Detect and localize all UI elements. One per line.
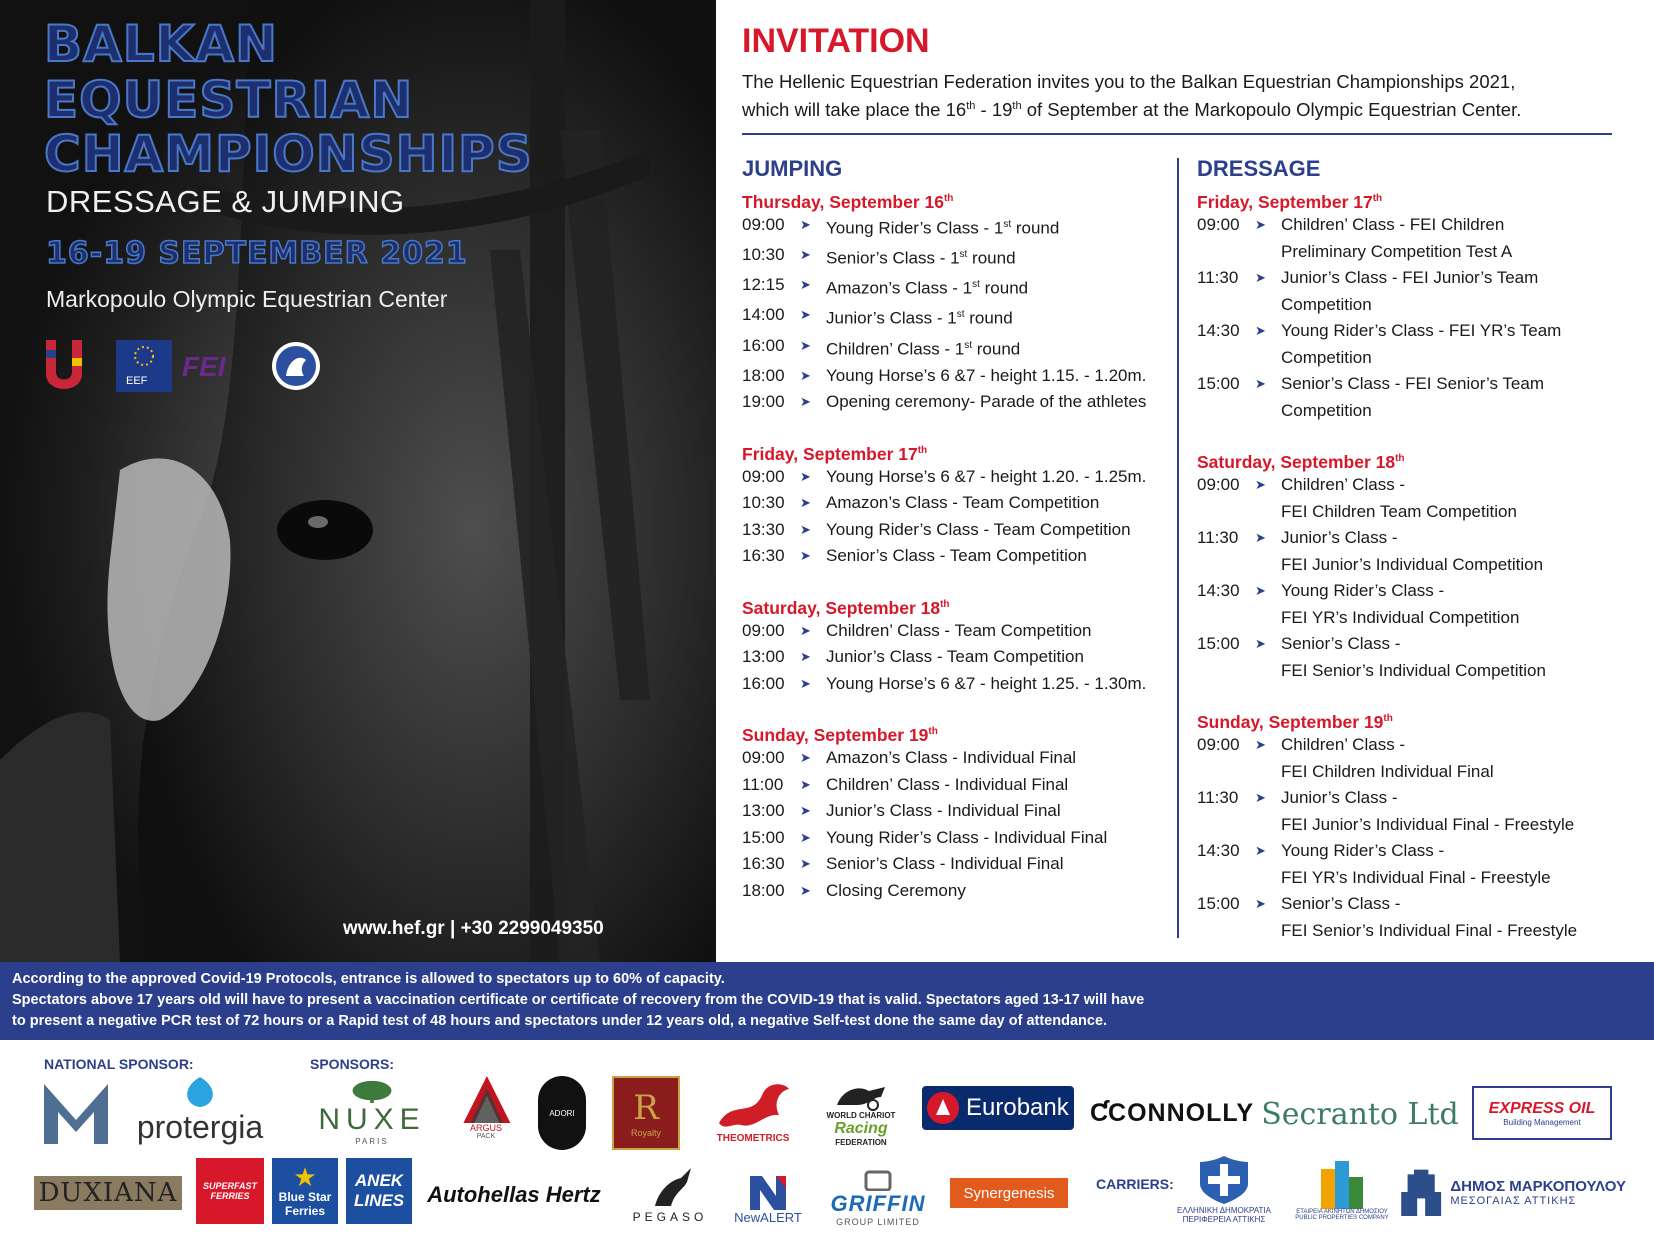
event-title [1281, 525, 1637, 578]
event-line: Senior’s Class - [1281, 634, 1401, 653]
schedule-row [742, 464, 1182, 491]
chevron-right-icon: ➤ [1255, 270, 1266, 285]
event-title [1281, 318, 1637, 371]
chariot-icon [833, 1081, 889, 1111]
hero-venue: Markopoulo Olympic Equestrian Center [46, 286, 448, 312]
event-title [1281, 371, 1637, 424]
event-line: Competition [1281, 400, 1372, 420]
schedule-row [742, 302, 1182, 332]
organizer-logos [42, 336, 342, 396]
event-time: 09:00 [742, 215, 785, 234]
schedule-row [742, 333, 1182, 363]
event-text-after: round [967, 248, 1016, 268]
notice-line: According to the approved Covid-19 Protocols, entrance is allowed to spectators up to 60% of capacity. [12, 971, 725, 987]
event-text-after: round [972, 339, 1021, 359]
schedule-row [1197, 838, 1637, 891]
hero-photo-panel [0, 0, 716, 962]
schedule-row [1197, 212, 1637, 265]
day-heading [742, 719, 1182, 745]
event-title [1281, 265, 1637, 318]
chevron-right-icon: ➤ [800, 649, 811, 665]
day-ordinal: th [1383, 713, 1393, 724]
blue-star-ferries-logo: ★ Blue Star Ferries [272, 1158, 338, 1224]
event-time: 11:30 [1197, 268, 1239, 287]
event-time: 09:00 [742, 620, 785, 640]
event-line: FEI Children Team Competition [1281, 501, 1517, 521]
day-label: Friday, September 17 [1197, 191, 1373, 212]
schedule-row [1197, 525, 1637, 578]
event-title [1281, 732, 1637, 785]
hero-title-line: CHAMPIONSHIPS [44, 125, 533, 183]
event-time: 14:00 [742, 305, 785, 325]
event-time: 09:00 [742, 466, 785, 486]
event-text-after: round [979, 278, 1029, 298]
event-time: 11:30 [1197, 528, 1239, 547]
event-text: Young Horse’s 6 &7 - height 1.20. - 1.25m. [826, 466, 1147, 486]
day-heading [1197, 446, 1637, 472]
schedule-row [1197, 265, 1637, 318]
event-title [826, 745, 1182, 772]
hero-dates: 16-19 SEPTEMBER 2021 [46, 236, 468, 271]
event-line: Competition [1281, 347, 1372, 367]
event-ordinal: st [956, 309, 965, 321]
event-line: Children’ Class - [1281, 475, 1406, 494]
day-label: Sunday, September 19 [1197, 711, 1384, 732]
day-label: Sunday, September 19 [742, 725, 929, 746]
schedule-row [742, 490, 1182, 517]
covid-notice [0, 962, 1654, 1040]
protergia-shell-icon [180, 1075, 220, 1109]
dressage-schedule [1197, 186, 1637, 944]
event-title [826, 464, 1182, 491]
event-title [826, 618, 1182, 645]
event-time: 18:00 [742, 365, 785, 385]
schedule-row [742, 798, 1182, 825]
svg-text:EEF: EEF [126, 375, 148, 387]
schedule-row [742, 212, 1182, 242]
event-title [1281, 212, 1637, 265]
day-ordinal: th [1395, 453, 1405, 464]
event-line: Senior’s Class - FEI Senior’s Team [1281, 374, 1544, 393]
day-ordinal: th [928, 726, 938, 738]
event-title [826, 798, 1182, 825]
invitation-text [742, 70, 1602, 122]
chevron-right-icon: ➤ [800, 394, 811, 410]
chevron-right-icon: ➤ [1255, 376, 1266, 391]
schedule-row [742, 363, 1182, 390]
superfast-ferries-logo: SUPERFAST FERRIES [196, 1158, 264, 1224]
event-line: FEI Senior’s Individual Final - Freestyle [1281, 920, 1578, 940]
schedule-row [742, 878, 1182, 905]
invitation-title: INVITATION [742, 22, 930, 60]
invitation-line: The Hellenic Equestrian Federation invites you to the Balkan Equestrian Championships 2021, [742, 71, 1516, 92]
event-line: Young Rider’s Class - [1281, 841, 1445, 860]
chevron-right-icon: ➤ [800, 277, 811, 293]
event-time: 15:00 [742, 827, 785, 847]
event-line: FEI Senior’s Individual Competition [1281, 660, 1546, 680]
event-text: Junior’s Class - Individual Final [826, 801, 1061, 821]
event-title [826, 490, 1182, 517]
event-text: Young Rider’s Class - 1 [826, 218, 1004, 238]
spacer [742, 416, 1182, 438]
chevron-right-icon: ➤ [800, 622, 811, 638]
event-time: 15:00 [1197, 374, 1240, 393]
chevron-right-icon: ➤ [800, 468, 811, 484]
schedule-row [742, 644, 1182, 671]
event-time: 11:00 [742, 774, 784, 794]
event-text: Young Rider’s Class - Team Competition [826, 519, 1131, 539]
event-line: Children’ Class - [1281, 735, 1406, 754]
event-time: 13:30 [742, 519, 785, 539]
event-line: Junior’s Class - [1281, 788, 1398, 807]
pegaso-logo: PEGASO [628, 1160, 712, 1230]
spacer [742, 570, 1182, 592]
schedule-row [742, 517, 1182, 544]
jumping-heading: JUMPING [742, 156, 843, 181]
chevron-right-icon: ➤ [800, 548, 811, 564]
argus-pack-logo: ARGUS PACK [452, 1076, 520, 1140]
schedule-row [1197, 785, 1637, 838]
chevron-right-icon: ➤ [1255, 790, 1266, 805]
event-line: Competition [1281, 294, 1372, 314]
event-text: Amazon’s Class - Individual Final [826, 748, 1077, 768]
schedule-row [1197, 732, 1637, 785]
etad-buildings-icon [1319, 1159, 1365, 1209]
event-title [1281, 631, 1637, 684]
griffin-logo: GRIFFIN GROUP LIMITED [822, 1168, 934, 1228]
royalty-logo: R Royalty [612, 1076, 680, 1150]
event-line: FEI Children Individual Final [1281, 761, 1494, 781]
hero-contact: www.hef.gr | +30 2299049350 [343, 918, 604, 939]
event-title [826, 543, 1182, 570]
anek-lines-logo: ANEK LINES [346, 1158, 412, 1224]
schedule-row [742, 745, 1182, 772]
chevron-right-icon: ➤ [1255, 737, 1266, 752]
schedule-row [742, 272, 1182, 302]
event-line: Preliminary Competition Test A [1281, 241, 1513, 261]
hero-subtitle: DRESSAGE & JUMPING [46, 184, 405, 219]
chevron-right-icon: ➤ [800, 829, 811, 845]
notice-line: to present a negative PCR test of 72 hours or a Rapid test of 48 hours and spectators under 12 years old, a negative Self-test done the same day of attendance. [12, 1013, 1108, 1029]
schedule-row [1197, 891, 1637, 944]
event-title [826, 671, 1182, 698]
event-time: 16:00 [742, 335, 785, 355]
event-text: Young Horse’s 6 &7 - height 1.25. - 1.30m. [826, 673, 1147, 693]
event-time: 16:30 [742, 854, 785, 874]
protergia-logo: protergia [126, 1074, 274, 1146]
event-time: 13:00 [742, 647, 785, 667]
event-title [826, 772, 1182, 799]
event-line: FEI YR’s Individual Final - Freestyle [1281, 867, 1551, 887]
event-line: Young Rider’s Class - FEI YR’s Team [1281, 321, 1562, 340]
chevron-right-icon: ➤ [800, 337, 811, 353]
spacer [1197, 424, 1637, 446]
day-ordinal: th [917, 444, 928, 456]
day-heading [742, 592, 1182, 618]
hero-title-line: BALKAN [44, 15, 278, 73]
chevron-right-icon: ➤ [800, 367, 811, 383]
event-title [1281, 891, 1637, 944]
eef-logo [116, 340, 172, 392]
day-label: Friday, September 17 [742, 443, 918, 464]
event-text: Junior’s Class - 1 [826, 309, 957, 329]
event-time: 18:00 [742, 880, 785, 900]
event-ordinal: st [959, 249, 968, 261]
event-title [826, 517, 1182, 544]
event-text: Young Rider’s Class - Individual Final [826, 827, 1108, 847]
star-icon: ★ [293, 1162, 317, 1192]
eurobank-logo: Eurobank [922, 1086, 1074, 1130]
event-title [826, 389, 1182, 416]
chevron-right-icon: ➤ [800, 217, 811, 232]
fei-logo [182, 351, 227, 382]
event-text-after: round [1011, 218, 1060, 238]
event-time: 15:00 [1197, 634, 1240, 653]
event-time: 09:00 [1197, 475, 1240, 494]
schedule-row [1197, 578, 1637, 631]
event-title [1281, 472, 1637, 525]
dressage-heading: DRESSAGE [1197, 156, 1321, 181]
event-time: 09:00 [1197, 215, 1240, 234]
jumping-schedule [742, 186, 1182, 904]
markopoulo-municipality-logo [1398, 1160, 1626, 1224]
day-label: Saturday, September 18 [742, 597, 941, 618]
day-label: Saturday, September 18 [1197, 451, 1396, 472]
schedule-row [742, 772, 1182, 799]
markopoulo-text: ΔΗΜΟΣ ΜΑΡΚΟΠΟΥΛΟΥ ΜΕΣΟΓΑΙΑΣ ΑΤΤΙΚΗΣ [1450, 1177, 1626, 1207]
spacer [742, 697, 1182, 719]
event-text: Senior’s Class - Team Competition [826, 546, 1087, 566]
divider [742, 133, 1612, 135]
svg-text:FEI: FEI [182, 351, 226, 382]
chevron-right-icon: ➤ [800, 675, 811, 691]
event-line: Senior’s Class - [1281, 894, 1401, 913]
event-text: Children’ Class - Individual Final [826, 774, 1069, 794]
chevron-right-icon: ➤ [800, 882, 811, 898]
nuxe-logo: NUXE PARIS [310, 1080, 434, 1146]
event-line: Young Rider’s Class - [1281, 581, 1445, 600]
griffin-mark-icon [863, 1169, 893, 1191]
event-time: 09:00 [742, 748, 785, 768]
schedule-row [1197, 371, 1637, 424]
schedule-row [742, 618, 1182, 645]
event-ordinal: st [1003, 219, 1012, 230]
chevron-right-icon: ➤ [800, 856, 811, 872]
argus-triangle-icon [457, 1076, 515, 1123]
event-text: Opening ceremony- Parade of the athletes [826, 392, 1147, 412]
schedule-row [1197, 631, 1637, 684]
event-text: Closing Ceremony [826, 880, 966, 900]
eurobank-mark-icon [926, 1091, 960, 1125]
event-line: FEI YR’s Individual Competition [1281, 607, 1520, 627]
event-line: Junior’s Class - FEI Junior’s Team [1281, 268, 1539, 287]
markopoulo-tower-icon [1398, 1162, 1444, 1222]
chevron-right-icon: ➤ [800, 521, 811, 537]
chevron-right-icon: ➤ [800, 803, 811, 819]
balkan-federations-logo [46, 340, 82, 389]
world-chariot-logo: WORLD CHARIOT Racing FEDERATION [816, 1076, 906, 1152]
invitation-line: which will take place the 16th - 19th of September at the Markopoulo Olympic Equestrian Center. [742, 99, 1522, 121]
event-text: Children’ Class - Team Competition [826, 620, 1092, 640]
chevron-right-icon: ➤ [1255, 843, 1266, 858]
express-oil-logo: EXPRESS OIL Building Management [1472, 1086, 1612, 1140]
schedule-row [1197, 472, 1637, 525]
chevron-right-icon: ➤ [1255, 217, 1266, 232]
protergia-m-logo [40, 1078, 112, 1144]
event-line: FEI Junior’s Individual Competition [1281, 554, 1544, 574]
duxiana-logo: DUXIANA [34, 1176, 182, 1210]
event-title [826, 851, 1182, 878]
event-time: 10:30 [742, 245, 785, 265]
event-title [826, 878, 1182, 905]
event-text: Young Horse’s 6 &7 - height 1.15. - 1.20m. [826, 365, 1147, 385]
schedule-row [1197, 318, 1637, 371]
event-ordinal: st [964, 339, 973, 351]
chevron-right-icon: ➤ [800, 750, 811, 766]
event-text: Amazon’s Class - Team Competition [826, 493, 1100, 513]
theometrics-logo: THEOMETRICS [704, 1074, 802, 1148]
chevron-right-icon: ➤ [1255, 583, 1266, 598]
chevron-right-icon: ➤ [1255, 896, 1266, 911]
event-title [1281, 838, 1637, 891]
region-attica-logo: ΕΛΛΗΝΙΚΗ ΔΗΜΟΚΡΑΤΙΑ ΠΕΡΙΦΕΡΕΙΑ ΑΤΤΙΚΗΣ [1166, 1146, 1282, 1232]
event-time: 13:00 [742, 801, 785, 821]
national-sponsor-label: NATIONAL SPONSOR: [44, 1056, 194, 1072]
day-heading [1197, 706, 1637, 732]
event-time: 16:00 [742, 673, 785, 693]
event-time: 09:00 [1197, 735, 1240, 754]
hero-title-line: EQUESTRIAN [44, 71, 414, 129]
event-title [826, 212, 1182, 242]
etad-logo: ΕΤΑΙΡΕΙΑ ΑΚΙΝΗΤΩΝ ΔΗΜΟΣΙΟΥ PUBLIC PROPERTIES COMPANY [1290, 1150, 1394, 1230]
event-time: 11:30 [1197, 788, 1239, 807]
chevron-right-icon: ➤ [800, 247, 811, 263]
event-time: 10:30 [742, 493, 785, 513]
theometrics-pegasus-icon [713, 1079, 793, 1133]
event-line: FEI Junior’s Individual Final - Freestyle [1281, 814, 1575, 834]
day-ordinal: th [943, 193, 954, 204]
event-text: Junior’s Class - Team Competition [826, 647, 1084, 667]
carriers-label: CARRIERS: [1096, 1176, 1174, 1192]
sponsors-label: SPONSORS: [310, 1056, 395, 1072]
event-title [826, 272, 1182, 302]
chevron-right-icon: ➤ [1255, 477, 1266, 492]
hellenic-federation-logo [272, 342, 320, 390]
chevron-right-icon: ➤ [1255, 323, 1266, 338]
day-heading [1197, 186, 1637, 212]
chevron-right-icon: ➤ [1255, 530, 1266, 545]
event-time: 19:00 [742, 392, 785, 412]
nuxe-tree-icon [347, 1080, 397, 1103]
event-line: Junior’s Class - [1281, 528, 1398, 547]
event-text-after: round [964, 309, 1013, 329]
greek-coat-of-arms-icon [1196, 1154, 1252, 1206]
chevron-right-icon: ➤ [800, 776, 811, 792]
event-title [1281, 578, 1637, 631]
event-time: 14:30 [1197, 841, 1240, 860]
event-line: Children’ Class - FEI Children [1281, 215, 1505, 234]
event-text: Children’ Class - 1 [826, 339, 965, 359]
schedule-row [742, 543, 1182, 570]
day-heading [742, 186, 1182, 212]
event-title [826, 333, 1182, 363]
event-text: Senior’s Class - Individual Final [826, 854, 1064, 874]
chevron-right-icon: ➤ [1255, 636, 1266, 651]
day-label: Thursday, September 16 [742, 191, 944, 212]
adori-logo: ADORI [538, 1076, 586, 1150]
day-ordinal: th [940, 598, 950, 610]
connolly-logo: Ƈ CONNOLLY [1089, 1098, 1255, 1127]
spacer [1197, 684, 1637, 706]
event-time: 14:30 [1197, 321, 1240, 340]
day-ordinal: th [1372, 193, 1383, 204]
event-title [826, 644, 1182, 671]
event-title [826, 242, 1182, 272]
newalert-logo: NewALERT [726, 1168, 810, 1230]
event-time: 14:30 [1197, 581, 1240, 600]
secranto-logo: Secranto Ltd [1261, 1096, 1459, 1132]
autohellas-hertz-logo: Autohellas Hertz [427, 1182, 601, 1207]
event-text: Senior’s Class - 1 [826, 248, 960, 268]
event-title [1281, 785, 1637, 838]
schedule-row [742, 671, 1182, 698]
event-title [826, 363, 1182, 390]
event-time: 12:15 [742, 275, 785, 295]
chevron-right-icon: ➤ [800, 307, 811, 323]
schedule-row [742, 851, 1182, 878]
schedule-row [742, 389, 1182, 416]
event-time: 15:00 [1197, 894, 1240, 913]
newalert-n-icon [746, 1174, 790, 1210]
synergenesis-logo: Synergenesis [950, 1178, 1068, 1208]
schedule-row [742, 825, 1182, 852]
schedule-row [742, 242, 1182, 272]
pegaso-horse-icon [645, 1166, 695, 1210]
event-text: Amazon’s Class - 1 [826, 278, 973, 298]
day-heading [742, 438, 1182, 464]
chevron-right-icon: ➤ [800, 495, 811, 511]
notice-line: Spectators above 17 years old will have to present a vaccination certificate or certificate of recovery from the COVID-19 that is valid. Spectators aged 13-17 will have [12, 992, 1145, 1008]
event-time: 16:30 [742, 546, 785, 566]
event-title [826, 302, 1182, 332]
event-title [826, 825, 1182, 852]
event-ordinal: st [972, 279, 980, 291]
